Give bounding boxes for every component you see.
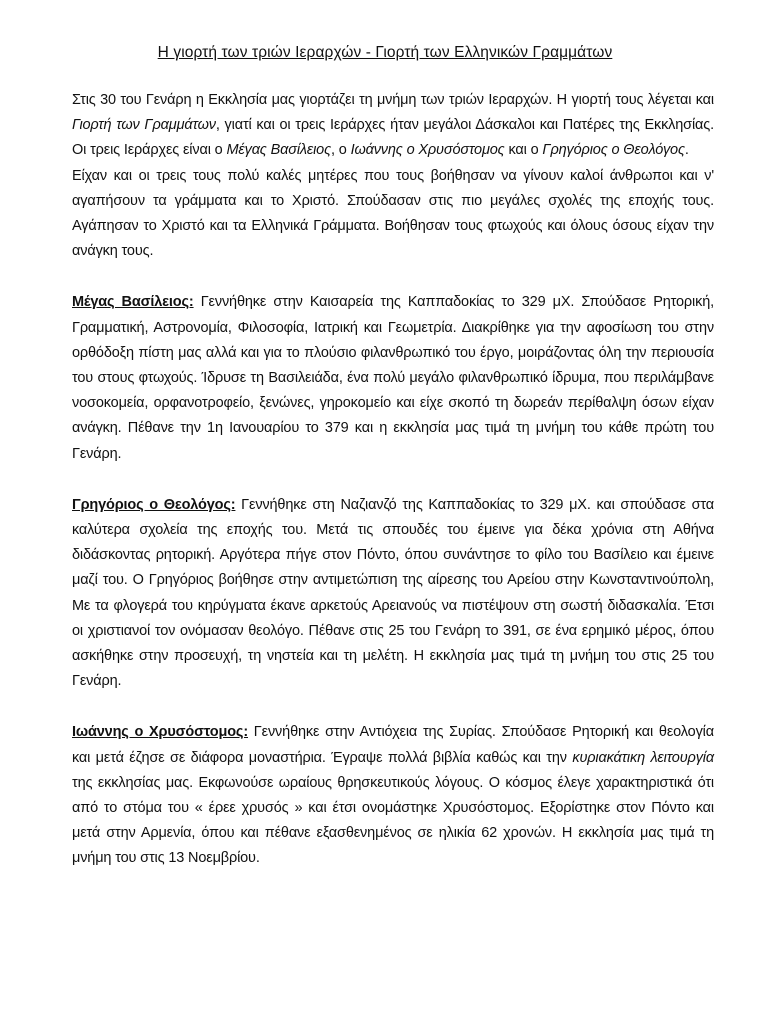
basil-name-emphasis: Μέγας Βασίλειος <box>226 142 331 159</box>
paragraph-spacer <box>72 467 714 493</box>
intro-paragraph-2: Είχαν και οι τρεις τους πολύ καλές μητέρες που τους βοήθησαν να γίνουν καλοί άνθρωποι και ν' αγαπήσουν τα γράμματα και το Χριστό. Σπούδασαν στις πιο μεγάλες σχολές της εποχής τους. Αγάπησαν το Χριστό και τα Ελληνικά Γράμματα. Βοήθησαν τους φτωχούς και όλους όσους είχαν την ανάγκη τους. <box>72 167 714 260</box>
john-text-b: της εκκλησίας μας. Εκφωνούσε ωραίους θρησκευτικούς λόγους. Ο κόσμος έλεγε χαρακτηριστικά ότι από το στόμα του « έρεε χρυσός » και έτσι ονομάστηκε Χρυσόστομος. Εξορίστηκε στον Πόντο και μετά στην Αρμενία, όπου και πέθανε εξασθενημένος σε ηλικία 62 χρονών. Η εκκλησία μας τιμά τη μνήμη του στις 13 Νοεμβρίου. <box>72 774 714 867</box>
gregory-section <box>72 493 714 695</box>
sunday-liturgy-emphasis: κυριακάτικη λειτουργία <box>572 749 714 766</box>
intro-text-b: , γιατί και οι τρεις Ιεράρχες ήταν μεγάλοι Δάσκαλοι και Πατέρες της Εκκλησίας. Οι τρεις Ιεράρχες είναι ο <box>72 117 714 159</box>
intro-text-c: , ο <box>331 142 351 159</box>
john-name-emphasis: Ιωάννης ο Χρυσόστομος <box>350 142 505 159</box>
paragraph-spacer <box>72 264 714 290</box>
holiday-name-emphasis: Γιορτή των Γραμμάτων <box>72 117 216 134</box>
intro-text-e: . <box>684 142 689 159</box>
john-heading: Ιωάννης ο Χρυσόστομος: <box>72 724 248 741</box>
basil-heading: Μέγας Βασίλειος: <box>72 294 194 311</box>
john-text-a: Γεννήθηκε στην Αντιόχεια της Συρίας. Σπούδασε Ρητορική και θεολογία και μετά έζησε σε διάφορα μοναστήρια. Έγραψε πολλά βιβλία καθώς και την <box>72 724 714 766</box>
gregory-heading: Γρηγόριος ο Θεολόγος: <box>72 496 236 513</box>
gregory-name-emphasis: Γρηγόριος ο Θεολόγος <box>542 142 685 159</box>
basil-text: Γεννήθηκε στην Καισαρεία της Καππαδοκίας το 329 μΧ. Σπούδασε Ρητορική, Γραμματική, Αστρονομία, Φιλοσοφία, Ιατρική και Γεωμετρία. Διακρίθηκε για την αφοσίωση του στην ορθόδοξη πίστη μας αλλά και για το πλούσιο φιλανθρωπικό του έργο, μοιράζοντας όλη την περιουσία του στους φτωχούς. Ίδρυσε τη Βασιλειάδα, ένα πολύ μεγάλο φιλανθρωπικό ίδρυμα, που περιλάμβανε νοσοκομεία, ορφανοτροφείο, ξενώνες, γηροκομείο και είχε σκοπό τη δωρεάν περίθαλψη όσων είχαν ανάγκη. Πέθανε την 1η Ιανουαρίου το 379 και η εκκλησία μας τιμά τη μνήμη του κάθε πρώτη του Γενάρη. <box>72 294 714 462</box>
document-title: Η γιορτή των τριών Ιεραρχών - Γιορτή των Ελληνικών Γραμμάτων <box>157 44 613 61</box>
basil-section <box>72 290 714 466</box>
gregory-text: Γεννήθηκε στη Ναζιανζό της Καππαδοκίας το 329 μΧ. και σπούδασε στα καλύτερα σχολεία της εποχής του. Μετά τις σπουδές του έμεινε για δέκα χρόνια στη Αθήνα διδάσκοντας ρητορική. Αργότερα πήγε στον Πόντο, όπου συνάντησε το φίλο του Βασίλειο και έμεινε μαζί του. Ο Γρηγόριος βοήθησε στην αντιμετώπιση της αίρεσης του Αρείου στην Κωνσταντινούπολη, Με τα φλογερά του κηρύγματα έκανε αρκετούς Αρειανούς να πιστέψουν στη σωστή διδασκαλία. Έτσι οι χριστιανοί τον ονόμασαν θεολόγο. Πέθανε στις 25 του Γενάρη το 391, σε ένα ερημικό μέρος, όπου ασκήθηκε στην προσευχή, τη νηστεία και τη μελέτη. Η εκκλησία μας τιμά τη μνήμη του στις 25 του Γενάρη. <box>72 496 714 690</box>
paragraph-spacer <box>72 694 714 720</box>
intro-text-d: και ο <box>504 142 543 159</box>
john-section <box>72 720 714 871</box>
document-body <box>72 88 714 872</box>
intro-paragraph-1 <box>72 88 714 164</box>
intro-text-a: Στις 30 του Γενάρη η Εκκλησία μας γιορτάζει τη μνήμη των τριών Ιεραρχών. Η γιορτή τους λέγεται και <box>72 92 714 108</box>
